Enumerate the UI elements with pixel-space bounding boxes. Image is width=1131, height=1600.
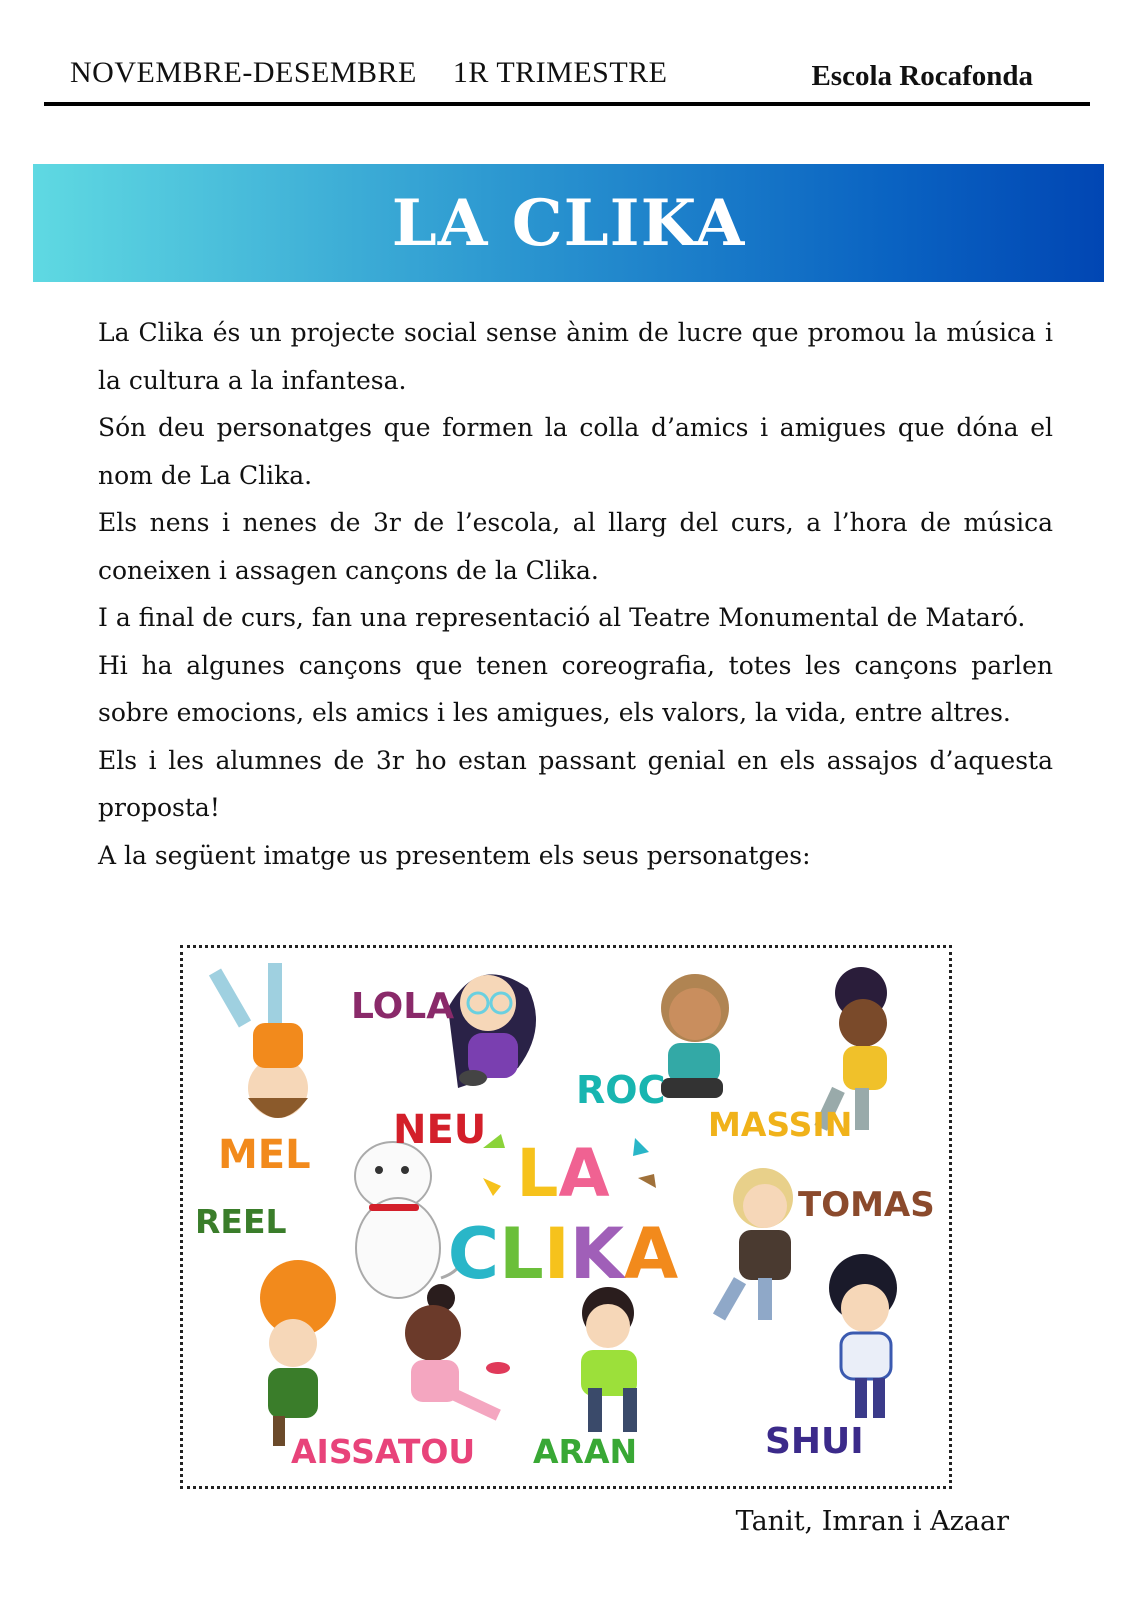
label-reel: REEL bbox=[195, 1202, 287, 1241]
logo-line-2: CLIKA bbox=[447, 1213, 679, 1295]
label-aran: ARAN bbox=[533, 1432, 638, 1471]
paragraph: Són deu personatges que formen la colla d’amics i amigues que dóna el nom de La Clika. bbox=[98, 413, 1053, 490]
label-massin: MASSIN bbox=[708, 1105, 853, 1144]
paragraph: Els nens i nenes de 3r de l’escola, al llarg del curs, a l’hora de música coneixen i assagen cançons de la Clika. bbox=[98, 508, 1053, 585]
character-aran-figure bbox=[581, 1287, 637, 1432]
characters-illustration bbox=[180, 945, 952, 1489]
article-authors: Tanit, Imran i Azaar bbox=[735, 1506, 1009, 1537]
page-title: LA CLIKA bbox=[391, 185, 746, 261]
characters-svg bbox=[183, 948, 949, 1486]
label-tomas: TOMAS bbox=[798, 1185, 935, 1225]
character-aissatou-figure bbox=[405, 1284, 510, 1421]
character-tomas-figure bbox=[713, 1168, 793, 1321]
clika-logo bbox=[448, 1135, 678, 1295]
label-roc: ROC bbox=[576, 1068, 666, 1112]
character-lola-figure bbox=[448, 974, 536, 1088]
header-months: NOVEMBRE-DESEMBRE bbox=[70, 56, 417, 89]
header-term: 1R TRIMESTRE bbox=[452, 56, 668, 89]
paragraph: I a final de curs, fan una representació al Teatre Monumental de Mataró. bbox=[98, 603, 1026, 632]
label-neu: NEU bbox=[393, 1107, 487, 1153]
character-roc-figure bbox=[661, 974, 729, 1098]
logo-line-1: LA bbox=[516, 1135, 610, 1212]
label-aissatou: AISSATOU bbox=[291, 1432, 476, 1471]
school-name: Escola Rocafonda bbox=[811, 60, 1033, 92]
label-lola: LOLA bbox=[351, 986, 455, 1027]
paragraph: A la següent imatge us presentem els seus personatges: bbox=[98, 840, 811, 870]
paragraph: Hi ha algunes cançons que tenen coreografia, totes les cançons parlen sobre emocions, els amics i les amigues, els valors, la vida, entre altres. bbox=[98, 650, 1053, 727]
character-shui-figure bbox=[829, 1254, 897, 1418]
article-body bbox=[98, 309, 1053, 879]
label-mel: MEL bbox=[218, 1132, 311, 1178]
character-reel-figure bbox=[260, 1260, 336, 1446]
title-banner bbox=[33, 164, 1104, 282]
header-divider bbox=[44, 102, 1090, 106]
paragraph: La Clika és un projecte social sense ànim de lucre que promou la música i la cultura a la infantesa. bbox=[98, 318, 1053, 395]
header-period bbox=[70, 56, 668, 90]
character-mel-figure bbox=[209, 963, 308, 1118]
label-shui: SHUI bbox=[765, 1421, 864, 1462]
paragraph: Els i les alumnes de 3r ho estan passant genial en els assajos d’aquesta proposta! bbox=[98, 745, 1053, 822]
